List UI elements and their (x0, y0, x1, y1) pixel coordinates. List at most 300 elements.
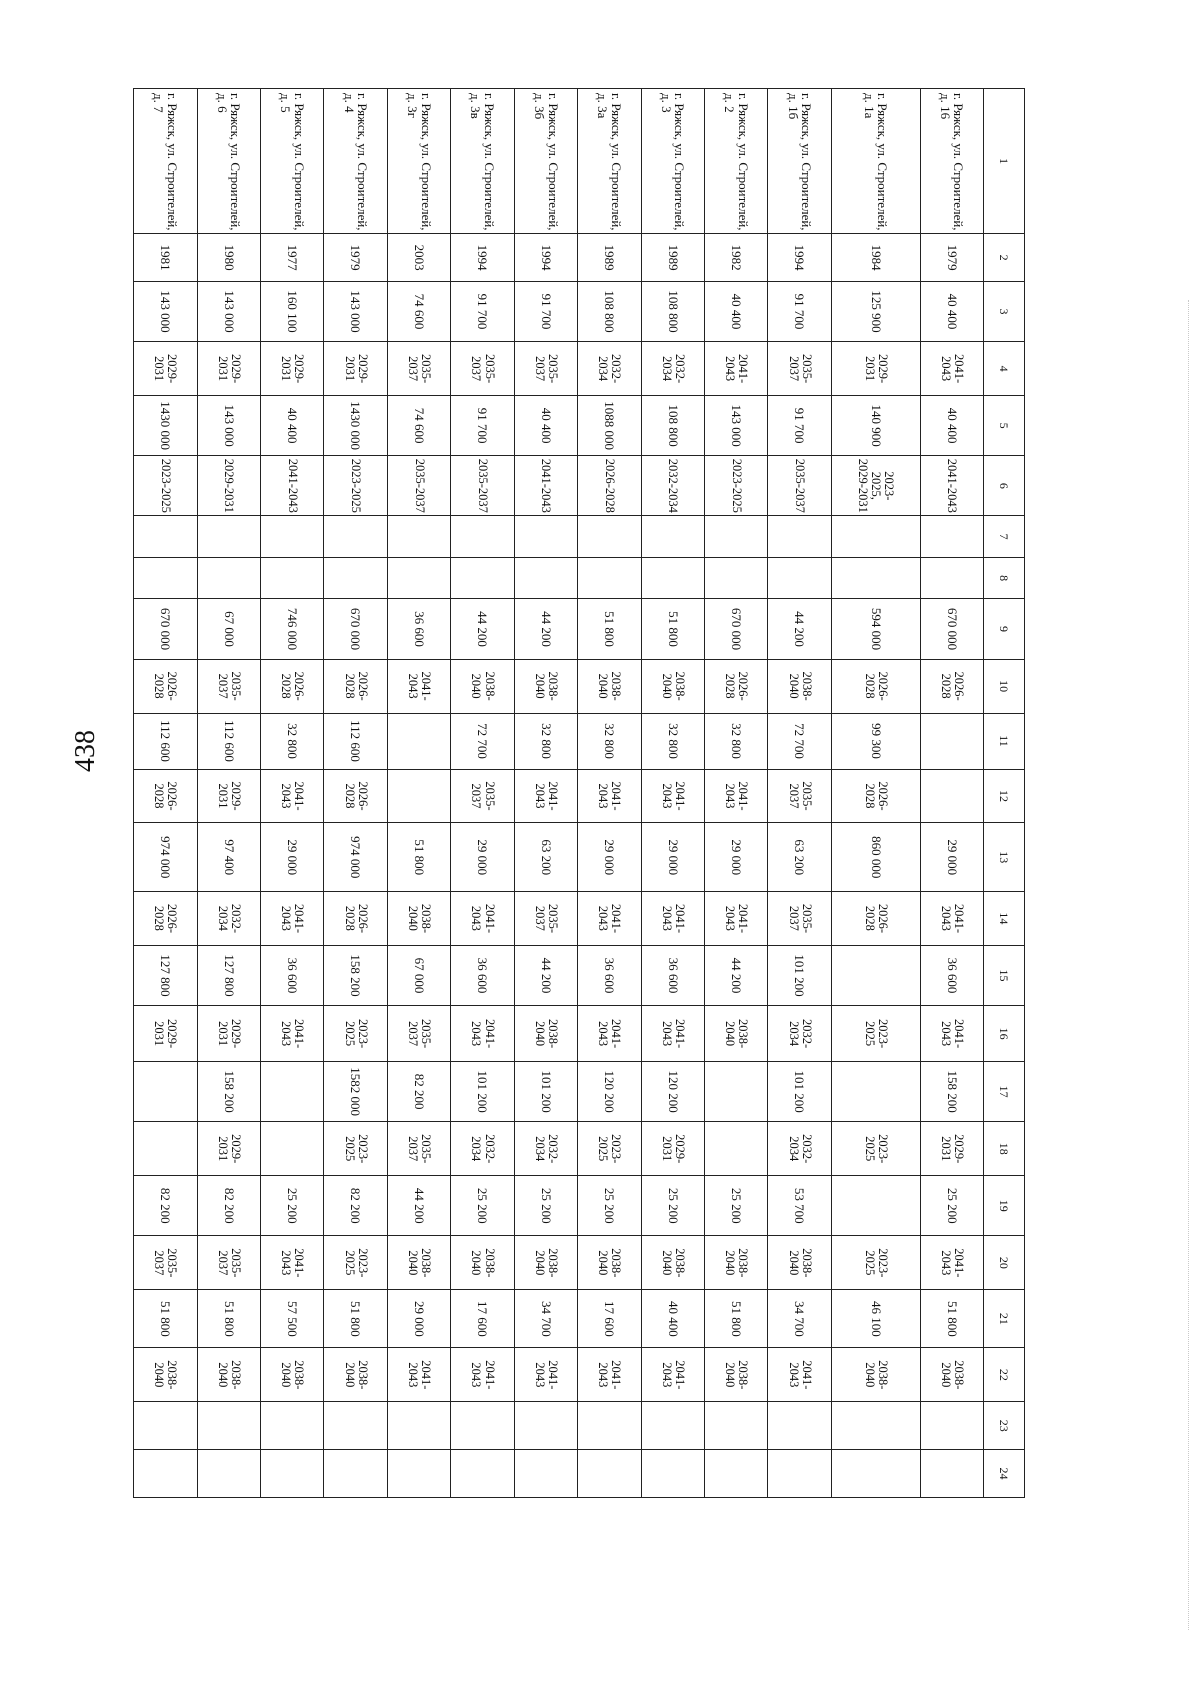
table-row (324, 89, 387, 1498)
table-cell: 40 400 (920, 396, 983, 456)
table-cell: 594 000 (831, 599, 920, 659)
column-header-19: 19 (984, 1176, 1025, 1236)
table-cell: 2038-2040 (704, 1348, 767, 1402)
table-cell: 2041-2043 (641, 769, 704, 823)
table-cell: 1430 000 (324, 396, 387, 456)
table-cell: 108 800 (641, 281, 704, 341)
table-cell (451, 1450, 514, 1498)
table-cell: 2038-2040 (387, 1236, 450, 1290)
table-cell: 2035-2037 (387, 1006, 450, 1062)
table-cell: 2026-2028 (324, 769, 387, 823)
table-cell: 974 000 (324, 823, 387, 891)
table-cell: 1989 (641, 234, 704, 282)
table-cell (324, 1450, 387, 1498)
table-cell: 101 200 (451, 1062, 514, 1122)
column-header-1: 1 (984, 89, 1025, 234)
column-header-3: 3 (984, 281, 1025, 341)
table-cell: 143 000 (704, 396, 767, 456)
table-row (704, 89, 767, 1498)
table-cell: 44 200 (451, 599, 514, 659)
table-cell: 1980 (197, 234, 260, 282)
table-cell: 91 700 (451, 281, 514, 341)
address-cell: г. Ряжск, ул. Строителей, д. 6 (197, 89, 260, 234)
table-cell: 2041-2043 (578, 891, 641, 945)
table-cell: 51 800 (134, 1290, 198, 1348)
table-cell: 1989 (578, 234, 641, 282)
table-cell: 72 700 (451, 713, 514, 769)
table-cell: 101 200 (768, 1062, 831, 1122)
table-cell: 29 000 (641, 823, 704, 891)
table-cell: 2035-2037 (768, 769, 831, 823)
table-cell: 1979 (920, 234, 983, 282)
table-cell: 53 700 (768, 1176, 831, 1236)
table-cell: 143 000 (197, 396, 260, 456)
table-cell: 2038-2040 (641, 659, 704, 713)
table-cell: 82 200 (197, 1176, 260, 1236)
table-cell (831, 557, 920, 599)
table-cell: 1994 (768, 234, 831, 282)
table-cell: 2023-2025 (578, 1122, 641, 1176)
column-header-7: 7 (984, 516, 1025, 558)
column-header-10: 10 (984, 659, 1025, 713)
table-cell (451, 1402, 514, 1450)
table-cell: 2026-2028 (704, 659, 767, 713)
table-cell: 46 100 (831, 1290, 920, 1348)
table-cell: 2035-2037 (134, 1236, 198, 1290)
table-cell: 2038-2040 (704, 1006, 767, 1062)
table-cell: 2038-2040 (134, 1348, 198, 1402)
address-cell: г. Ряжск, ул. Строителей, д. 3а (578, 89, 641, 234)
table-cell: 670 000 (134, 599, 198, 659)
table-cell: 2035-2037 (768, 342, 831, 396)
table-cell: 2035-2037 (451, 769, 514, 823)
table-cell: 25 200 (641, 1176, 704, 1236)
table-cell: 2023-2025 (324, 1006, 387, 1062)
table-cell: 120 200 (578, 1062, 641, 1122)
column-header-11: 11 (984, 713, 1025, 769)
table-cell: 2026-2028 (831, 891, 920, 945)
table-cell: 29 000 (387, 1290, 450, 1348)
table-cell (578, 1450, 641, 1498)
table-cell (261, 1122, 324, 1176)
table-cell (197, 1402, 260, 1450)
column-header-18: 18 (984, 1122, 1025, 1176)
table-cell (134, 516, 198, 558)
table-cell: 91 700 (514, 281, 577, 341)
table-cell: 2029-2031 (197, 456, 260, 516)
table-row (831, 89, 920, 1498)
table-cell (831, 1450, 920, 1498)
table-cell: 2026-2028 (324, 659, 387, 713)
table-cell: 2041-2043 (641, 1006, 704, 1062)
table-cell: 82 200 (134, 1176, 198, 1236)
table-cell: 2029-2031 (134, 1006, 198, 1062)
table-cell: 74 600 (387, 281, 450, 341)
table-cell: 2041-2043 (261, 456, 324, 516)
table-cell: 29 000 (920, 823, 983, 891)
table-cell: 2038-2040 (831, 1348, 920, 1402)
table-cell: 2041-2043 (578, 1348, 641, 1402)
table-cell: 32 800 (514, 713, 577, 769)
table-cell: 1981 (134, 234, 198, 282)
table-cell: 2041-2043 (704, 342, 767, 396)
table-cell: 74 600 (387, 396, 450, 456)
table-cell: 2038-2040 (768, 659, 831, 713)
table-cell: 2023-2025, 2029-2031 (831, 456, 920, 516)
table-cell: 32 800 (261, 713, 324, 769)
table-cell (134, 1122, 198, 1176)
table-cell: 82 200 (387, 1062, 450, 1122)
table-cell (920, 713, 983, 769)
table-cell: 2029-2031 (324, 342, 387, 396)
column-header-21: 21 (984, 1290, 1025, 1348)
column-header-23: 23 (984, 1402, 1025, 1450)
table-cell: 2035-2037 (768, 891, 831, 945)
table-cell: 143 000 (197, 281, 260, 341)
table-cell (641, 1450, 704, 1498)
table-cell (387, 713, 450, 769)
table-cell: 670 000 (704, 599, 767, 659)
table-cell: 51 800 (197, 1290, 260, 1348)
table-cell (641, 1402, 704, 1450)
table-cell (197, 1450, 260, 1498)
scan-edge-line (1188, 300, 1190, 1630)
table-cell (387, 1450, 450, 1498)
table-cell: 51 800 (578, 599, 641, 659)
table-cell: 63 200 (514, 823, 577, 891)
table-cell (261, 1450, 324, 1498)
table-cell: 2041-2043 (920, 1236, 983, 1290)
table-cell: 2026-2028 (134, 891, 198, 945)
table-cell (197, 557, 260, 599)
table-cell: 63 200 (768, 823, 831, 891)
column-header-24: 24 (984, 1450, 1025, 1498)
table-row (387, 89, 450, 1498)
table-cell: 1982 (704, 234, 767, 282)
table-cell (704, 1402, 767, 1450)
table-cell: 51 800 (704, 1290, 767, 1348)
table-cell: 2038-2040 (704, 1236, 767, 1290)
table-cell: 2035-2037 (451, 456, 514, 516)
table-cell: 36 600 (451, 945, 514, 1005)
table-cell: 44 200 (514, 945, 577, 1005)
table-row (768, 89, 831, 1498)
table-cell: 51 800 (387, 823, 450, 891)
table-row (261, 89, 324, 1498)
table-cell: 108 800 (578, 281, 641, 341)
table-cell: 143 000 (324, 281, 387, 341)
column-header-6: 6 (984, 456, 1025, 516)
table-cell: 25 200 (704, 1176, 767, 1236)
table-cell: 36 600 (261, 945, 324, 1005)
table-cell (578, 1402, 641, 1450)
table-cell: 2029-2031 (920, 1122, 983, 1176)
table-cell (831, 945, 920, 1005)
table-cell (831, 516, 920, 558)
table-cell: 2038-2040 (451, 1236, 514, 1290)
table-cell: 2041-2043 (641, 1348, 704, 1402)
table-cell (641, 516, 704, 558)
table-cell (704, 1450, 767, 1498)
table-cell (451, 516, 514, 558)
table-cell: 2038-2040 (514, 1006, 577, 1062)
table-cell: 40 400 (920, 281, 983, 341)
column-header-15: 15 (984, 945, 1025, 1005)
table-cell (641, 557, 704, 599)
table-cell: 125 900 (831, 281, 920, 341)
table-cell: 860 000 (831, 823, 920, 891)
table-cell: 2038-2040 (514, 659, 577, 713)
column-header-14: 14 (984, 891, 1025, 945)
table-cell (134, 1402, 198, 1450)
table-cell: 2035-2037 (197, 1236, 260, 1290)
table-cell: 29 000 (451, 823, 514, 891)
table-cell: 25 200 (578, 1176, 641, 1236)
table-cell: 143 000 (134, 281, 198, 341)
table-cell: 2029-2031 (197, 342, 260, 396)
column-header-5: 5 (984, 396, 1025, 456)
table-cell: 1984 (831, 234, 920, 282)
table-cell: 2041-2043 (704, 769, 767, 823)
table-cell: 2038-2040 (641, 1236, 704, 1290)
table-cell: 2035-2037 (387, 1122, 450, 1176)
table-cell: 32 800 (704, 713, 767, 769)
table-cell: 67 000 (387, 945, 450, 1005)
table-row (197, 89, 260, 1498)
table-cell (134, 1450, 198, 1498)
table-cell: 2041-2043 (514, 769, 577, 823)
table-cell (920, 516, 983, 558)
table-cell (387, 769, 450, 823)
table-cell: 2032-2034 (768, 1122, 831, 1176)
address-cell: г. Ряжск, ул. Строителей, д. 5 (261, 89, 324, 234)
address-cell: г. Ряжск, ул. Строителей, д. 3б (514, 89, 577, 234)
table-cell: 67 000 (197, 599, 260, 659)
table-cell: 158 200 (920, 1062, 983, 1122)
table-cell (578, 516, 641, 558)
table-cell: 101 200 (514, 1062, 577, 1122)
table-cell: 2038-2040 (261, 1348, 324, 1402)
address-cell: г. Ряжск, ул. Строителей, д. 3в (451, 89, 514, 234)
table-cell: 2035-2037 (387, 342, 450, 396)
table-cell (768, 1402, 831, 1450)
column-header-4: 4 (984, 342, 1025, 396)
table-cell: 1430 000 (134, 396, 198, 456)
table-cell (134, 557, 198, 599)
table-cell: 2035-2037 (451, 342, 514, 396)
table-cell: 2041-2043 (451, 1348, 514, 1402)
table-cell (920, 769, 983, 823)
table-cell (578, 557, 641, 599)
table-cell (324, 557, 387, 599)
table-cell: 1977 (261, 234, 324, 282)
table-cell (514, 1450, 577, 1498)
column-header-17: 17 (984, 1062, 1025, 1122)
table-cell: 36 600 (578, 945, 641, 1005)
table-cell: 670 000 (920, 599, 983, 659)
table-cell: 40 400 (704, 281, 767, 341)
table-cell: 2041-2043 (514, 456, 577, 516)
table-cell: 2038-2040 (324, 1348, 387, 1402)
table-cell: 2026-2028 (134, 769, 198, 823)
table-cell: 32 800 (578, 713, 641, 769)
table-cell: 2026-2028 (578, 456, 641, 516)
table-cell: 44 200 (387, 1176, 450, 1236)
table-cell (768, 557, 831, 599)
table-cell: 2029-2031 (641, 1122, 704, 1176)
table-cell: 1979 (324, 234, 387, 282)
table-cell: 2029-2031 (134, 342, 198, 396)
table-cell: 2023-2025 (831, 1236, 920, 1290)
table-cell: 2029-2031 (197, 1122, 260, 1176)
table-cell (920, 1402, 983, 1450)
table-cell: 2041-2043 (451, 891, 514, 945)
table-cell (514, 557, 577, 599)
table-cell: 2032-2034 (641, 342, 704, 396)
column-header-8: 8 (984, 557, 1025, 599)
table-cell: 57 500 (261, 1290, 324, 1348)
table-cell: 2041-2043 (387, 659, 450, 713)
table-cell: 1994 (514, 234, 577, 282)
table-cell: 2041-2043 (920, 342, 983, 396)
header-row (984, 89, 1025, 1498)
table-cell: 2026-2028 (831, 659, 920, 713)
table-cell: 82 200 (324, 1176, 387, 1236)
column-header-16: 16 (984, 1006, 1025, 1062)
address-cell: г. Ряжск, ул. Строителей, д. 16 (920, 89, 983, 234)
address-cell: г. Ряжск, ул. Строителей, д. 1а (831, 89, 920, 234)
column-header-20: 20 (984, 1236, 1025, 1290)
table-cell (831, 1176, 920, 1236)
table-cell: 2041-2043 (920, 891, 983, 945)
table-cell: 2041-2043 (578, 1006, 641, 1062)
table-cell: 2041-2043 (261, 1236, 324, 1290)
table-cell: 108 800 (641, 396, 704, 456)
column-header-22: 22 (984, 1348, 1025, 1402)
table-cell (514, 1402, 577, 1450)
table-cell: 2023-2025 (831, 1122, 920, 1176)
table-cell: 25 200 (514, 1176, 577, 1236)
table-cell: 112 600 (134, 713, 198, 769)
table-cell (387, 557, 450, 599)
table-cell (324, 1402, 387, 1450)
table-cell: 2023-2025 (324, 456, 387, 516)
table-cell: 120 200 (641, 1062, 704, 1122)
table-cell: 2026-2028 (261, 659, 324, 713)
table-cell: 91 700 (768, 281, 831, 341)
table-cell: 2041-2043 (261, 891, 324, 945)
table-cell: 2038-2040 (514, 1236, 577, 1290)
table-cell: 2038-2040 (451, 659, 514, 713)
table-cell: 2041-2043 (768, 1348, 831, 1402)
table-cell (704, 1062, 767, 1122)
table-cell: 2032-2034 (197, 891, 260, 945)
table-cell: 2038-2040 (197, 1348, 260, 1402)
table-cell: 29 000 (261, 823, 324, 891)
table-cell (831, 1062, 920, 1122)
table-cell: 1994 (451, 234, 514, 282)
table-row (514, 89, 577, 1498)
table-cell (387, 1402, 450, 1450)
table-cell (261, 1402, 324, 1450)
table-row (641, 89, 704, 1498)
table-cell: 2032-2034 (641, 456, 704, 516)
table-cell: 17 600 (578, 1290, 641, 1348)
table-cell (768, 516, 831, 558)
table-cell (704, 516, 767, 558)
table-cell: 51 800 (641, 599, 704, 659)
table-cell: 91 700 (451, 396, 514, 456)
table-cell: 2038-2040 (387, 891, 450, 945)
table-cell (387, 516, 450, 558)
table-cell (920, 557, 983, 599)
table-cell: 40 400 (514, 396, 577, 456)
table-cell: 160 100 (261, 281, 324, 341)
table-cell (831, 1402, 920, 1450)
table-cell: 2038-2040 (578, 659, 641, 713)
table-cell: 2023-2025 (704, 456, 767, 516)
page-number: 438 (70, 730, 101, 772)
table-row (920, 89, 983, 1498)
table-cell: 101 200 (768, 945, 831, 1005)
table-cell: 2041-2043 (578, 769, 641, 823)
table-body (134, 89, 984, 1498)
table-cell: 2038-2040 (578, 1236, 641, 1290)
table-cell: 2023-2025 (831, 1006, 920, 1062)
table-cell: 2026-2028 (134, 659, 198, 713)
table-cell: 746 000 (261, 599, 324, 659)
address-cell: г. Ряжск, ул. Строителей, д. 7 (134, 89, 198, 234)
table-cell (197, 516, 260, 558)
table-cell: 40 400 (641, 1290, 704, 1348)
table-cell: 2038-2040 (768, 1236, 831, 1290)
table-cell: 2035-2037 (768, 456, 831, 516)
table-cell: 1582 000 (324, 1062, 387, 1122)
table-row (451, 89, 514, 1498)
table-cell: 25 200 (451, 1176, 514, 1236)
table-cell (134, 1062, 198, 1122)
table-row (134, 89, 198, 1498)
table-cell: 670 000 (324, 599, 387, 659)
table-cell: 2035-2037 (514, 891, 577, 945)
column-header-9: 9 (984, 599, 1025, 659)
table-cell: 2035-2037 (387, 456, 450, 516)
table-cell (768, 1450, 831, 1498)
table-cell (261, 1062, 324, 1122)
table-cell: 140 900 (831, 396, 920, 456)
table-cell: 2003 (387, 234, 450, 282)
table-cell: 72 700 (768, 713, 831, 769)
table-cell: 99 300 (831, 713, 920, 769)
table-cell: 127 800 (134, 945, 198, 1005)
table-cell: 2032-2034 (514, 1122, 577, 1176)
table-cell: 40 400 (261, 396, 324, 456)
table-cell: 34 700 (514, 1290, 577, 1348)
table-cell: 158 200 (197, 1062, 260, 1122)
table-cell: 2029-2031 (197, 1006, 260, 1062)
address-cell: г. Ряжск, ул. Строителей, д. 3г (387, 89, 450, 234)
table-cell: 2026-2028 (831, 769, 920, 823)
table-cell: 34 700 (768, 1290, 831, 1348)
table-cell (324, 516, 387, 558)
table-cell: 29 000 (578, 823, 641, 891)
table-cell: 25 200 (920, 1176, 983, 1236)
table-cell: 2032-2034 (451, 1122, 514, 1176)
address-cell: г. Ряжск, ул. Строителей, д. 3 (641, 89, 704, 234)
table-cell: 2041-2043 (261, 1006, 324, 1062)
table-cell: 2041-2043 (641, 891, 704, 945)
address-cell: г. Ряжск, ул. Строителей, д. 2 (704, 89, 767, 234)
